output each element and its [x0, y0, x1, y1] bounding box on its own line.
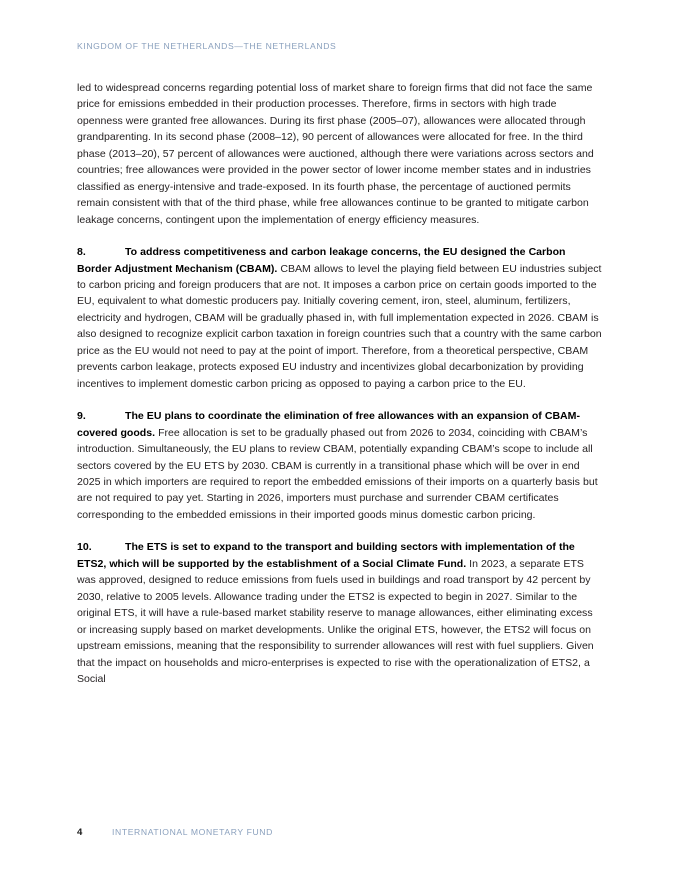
paragraph-body: CBAM allows to level the playing field between EU industries subject to carbon pricing and foreign producers that are not. It imposes a carbon price on certain goods imported to the EU, equivalent to what domestic producers pay. Initially covering cement, iron, steel, aluminum, fertilizers, electricity and hydrogen, CBAM will be gradually phased in, with full implementation expected in 2026. CBAM is also designed to recognize explicit carbon taxation in foreign countries such that a country with the same carbon price as the EU would not need to pay at the point of import. Therefore, from a theoretical perspective, CBAM prevents carbon leakage, protects exposed EU industry and incentivizes global decarbonization by providing incentives to implement domestic carbon pricing as opposed to paying a carbon price to the EU. — [77, 262, 602, 390]
paragraph-body: Free allocation is set to be gradually phased out from 2026 to 2034, coinciding with CBAM’s introduction. Simultaneously, the EU plans to review CBAM, potentially expanding CBAM’s scope to include all sectors covered by the EU ETS by 2030. CBAM is currently in a transitional phase which will be over in end 2025 in which importers are required to report the embedded emissions of their imports on a quarterly basis but are not required to pay yet. Starting in 2026, importers must purchase and surrender CBAM certificates corresponding to the embedded emissions in their imported goods minus domestic carbon pricing. — [77, 426, 598, 521]
running-header: KINGDOM OF THE NETHERLANDS—THE NETHERLANDS — [77, 41, 337, 51]
paragraph-10 — [77, 539, 603, 687]
paragraph-continuation — [77, 80, 603, 228]
footer-organization-label: INTERNATIONAL MONETARY FUND — [112, 827, 273, 837]
paragraph-number: 9. — [77, 410, 86, 423]
paragraph-body: led to widespread concerns regarding potential loss of market share to foreign firms that did not face the same price for emissions embedded in their production processes. Therefore, firms in sectors with high trade openness were granted free allowances. During its first phase (2005–07), allowances were allocated through grandparenting. In its second phase (2008–12), 90 percent of allowances were allocated for free. In the third phase (2013–20), 57 percent of allowances were auctioned, although there were variations across sectors and countries; free allowances were provided in the power sector of lower income member states and in industries classified as energy-intensive and trade-exposed. In its fourth phase, the percentage of auctioned permits remain consistent with that of the third phase, while free allowances continue to be granted to mitigate carbon leakage concerns, contingent upon the implementation of energy efficiency measures. — [77, 82, 594, 226]
body-text-column — [77, 80, 603, 703]
page-number: 4 — [77, 827, 83, 838]
paragraph-number: 10. — [77, 541, 92, 554]
paragraph-8 — [77, 244, 603, 392]
page-footer — [77, 827, 273, 838]
paragraph-number: 8. — [77, 246, 86, 259]
paragraph-lead: The ETS is set to expand to the transport and building sectors with implementation of the ETS2, which will be supported by the establishment of a Social Climate Fund. — [77, 541, 575, 570]
paragraph-body: In 2023, a separate ETS was approved, designed to reduce emissions from fuels used in buildings and road transport by 42 percent by 2030, relative to 2005 levels. Allowance trading under the ETS2 is expected to begin in 2027. Similar to the original ETS, it will have a rule-based market stability reserve to manage allowances, either eliminating excess or increasing supply based on market developments. Unlike the original ETS, however, the ETS2 will focus on upstream emissions, meaning that the responsibility to surrender allowances will rest with fuel suppliers. Given that the impact on households and micro-enterprises is expected to rise with the operationalization of ETS2, a Social — [77, 557, 594, 685]
paragraph-lead: The EU plans to coordinate the elimination of free allowances with an expansion of CBAM-covered goods. — [77, 410, 580, 439]
paragraph-lead: To address competitiveness and carbon leakage concerns, the EU designed the Carbon Border Adjustment Mechanism (CBAM). — [77, 246, 566, 275]
paragraph-9 — [77, 408, 603, 523]
